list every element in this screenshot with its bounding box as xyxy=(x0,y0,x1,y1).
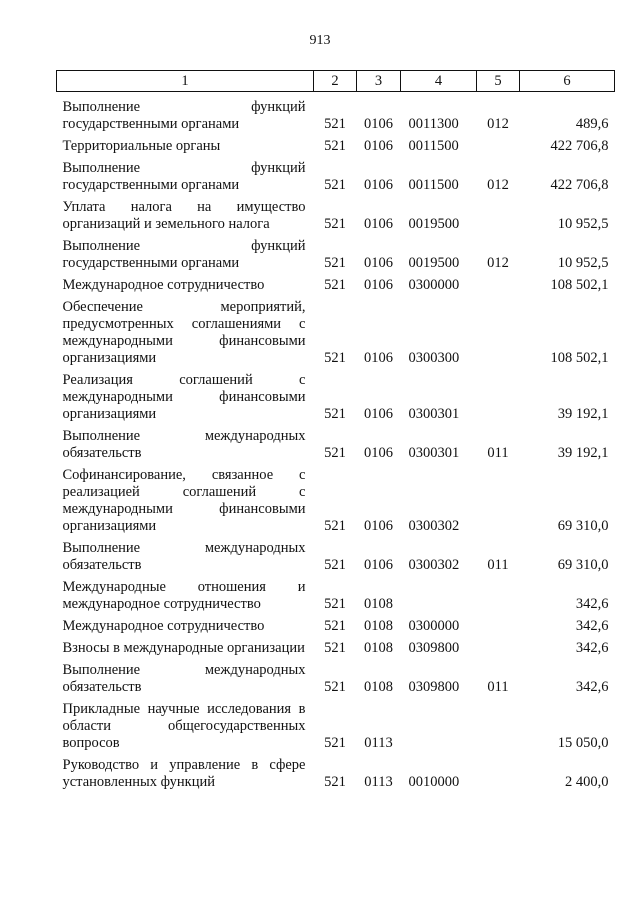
row-code-section: 0108 xyxy=(364,618,393,634)
row-code-target xyxy=(401,574,477,613)
row-code-ministry: 521 xyxy=(324,406,346,422)
row-amount: 2 400,0 xyxy=(565,774,609,790)
row-code-ministry: 521 xyxy=(324,735,346,751)
row-code-expense-type xyxy=(477,613,520,635)
row-name: Руководство и управление в сфере установленных функций xyxy=(62,757,306,790)
row-code-expense-type: 011 xyxy=(487,557,509,573)
row-code-expense-type xyxy=(477,367,520,423)
row-code-section: 0108 xyxy=(364,596,393,612)
row-code-expense-type xyxy=(477,696,520,752)
table-row xyxy=(57,696,615,752)
row-amount: 39 192,1 xyxy=(557,445,609,461)
row-code-ministry: 521 xyxy=(324,116,346,132)
row-amount: 342,6 xyxy=(575,618,609,634)
row-code-target: 0300300 xyxy=(408,350,460,366)
row-code-section: 0106 xyxy=(364,518,393,534)
row-name: Территориальные органы xyxy=(62,138,221,154)
row-code-target: 0300000 xyxy=(408,618,460,634)
row-name: Прикладные научные исследования в области общегосударственных вопросов xyxy=(62,701,306,751)
table-row xyxy=(57,462,615,535)
row-code-ministry: 521 xyxy=(324,255,346,271)
row-code-ministry: 521 xyxy=(324,518,346,534)
row-code-target: 0300301 xyxy=(408,445,460,461)
row-code-target: 0309800 xyxy=(408,679,460,695)
row-name: Международное сотрудничество xyxy=(62,277,265,293)
row-code-ministry: 521 xyxy=(324,177,346,193)
row-code-target: 0011500 xyxy=(408,177,459,193)
row-code-target: 0019500 xyxy=(408,255,460,271)
table-row xyxy=(57,613,615,635)
row-code-section: 0106 xyxy=(364,116,393,132)
row-name: Уплата налога на имущество организаций и земельного налога xyxy=(62,199,306,232)
row-name: Выполнение функций государственными органами xyxy=(62,238,306,271)
table-row xyxy=(57,423,615,462)
row-amount: 39 192,1 xyxy=(557,406,609,422)
row-amount: 342,6 xyxy=(575,640,609,656)
row-name: Выполнение международных обязательств xyxy=(62,428,306,461)
row-code-ministry: 521 xyxy=(324,618,346,634)
row-amount: 342,6 xyxy=(575,596,609,612)
row-amount: 489,6 xyxy=(575,116,609,132)
row-code-section: 0113 xyxy=(364,774,393,790)
row-code-expense-type xyxy=(477,574,520,613)
row-code-target: 0011300 xyxy=(408,116,459,132)
row-amount: 422 706,8 xyxy=(550,138,609,154)
row-amount: 10 952,5 xyxy=(557,216,609,232)
table-row xyxy=(57,574,615,613)
row-code-section: 0106 xyxy=(364,445,393,461)
row-amount: 108 502,1 xyxy=(550,277,609,293)
row-amount: 69 310,0 xyxy=(557,557,609,573)
row-name: Выполнение функций государственными органами xyxy=(62,160,306,193)
table-row xyxy=(57,535,615,574)
table-header-row xyxy=(57,71,615,92)
row-code-ministry: 521 xyxy=(324,557,346,573)
row-amount: 342,6 xyxy=(575,679,609,695)
row-code-section: 0106 xyxy=(364,406,393,422)
row-code-expense-type xyxy=(477,294,520,367)
table-row xyxy=(57,155,615,194)
row-code-ministry: 521 xyxy=(324,216,346,232)
header-col-4: 4 xyxy=(401,71,477,92)
row-amount: 422 706,8 xyxy=(550,177,609,193)
header-col-2: 2 xyxy=(314,71,357,92)
budget-table xyxy=(56,70,615,791)
table-row xyxy=(57,752,615,791)
row-amount: 10 952,5 xyxy=(557,255,609,271)
row-code-target: 0300000 xyxy=(408,277,460,293)
row-code-section: 0108 xyxy=(364,679,393,695)
row-code-ministry: 521 xyxy=(324,445,346,461)
header-col-5: 5 xyxy=(477,71,520,92)
row-code-target: 0300302 xyxy=(408,518,460,534)
row-code-section: 0108 xyxy=(364,640,393,656)
row-code-ministry: 521 xyxy=(324,350,346,366)
row-code-section: 0106 xyxy=(364,177,393,193)
row-code-expense-type xyxy=(477,194,520,233)
row-name: Международные отношения и международное сотрудничество xyxy=(62,579,306,612)
header-col-3: 3 xyxy=(357,71,401,92)
row-code-expense-type: 012 xyxy=(487,116,509,132)
table-row xyxy=(57,92,615,134)
row-code-ministry: 521 xyxy=(324,277,346,293)
row-code-expense-type xyxy=(477,272,520,294)
row-code-target: 0019500 xyxy=(408,216,460,232)
row-name: Выполнение функций государственными органами xyxy=(62,99,306,132)
row-name: Софинансирование, связанное с реализацией соглашений с международными финансовыми организациями xyxy=(62,467,306,534)
table-row xyxy=(57,272,615,294)
row-code-section: 0106 xyxy=(364,255,393,271)
table-row xyxy=(57,233,615,272)
table-row xyxy=(57,194,615,233)
row-code-expense-type xyxy=(477,635,520,657)
row-code-section: 0113 xyxy=(364,735,393,751)
page-number: 913 xyxy=(309,33,331,48)
row-name: Реализация соглашений с международными финансовыми организациями xyxy=(62,372,306,422)
row-code-expense-type: 011 xyxy=(487,679,509,695)
row-code-ministry: 521 xyxy=(324,679,346,695)
table-row xyxy=(57,635,615,657)
row-code-expense-type xyxy=(477,752,520,791)
row-code-ministry: 521 xyxy=(324,640,346,656)
row-code-ministry: 521 xyxy=(324,774,346,790)
row-code-target: 0300301 xyxy=(408,406,460,422)
header-col-6: 6 xyxy=(520,71,615,92)
row-amount: 15 050,0 xyxy=(557,735,609,751)
row-code-section: 0106 xyxy=(364,138,393,154)
header-col-1: 1 xyxy=(57,71,314,92)
row-code-expense-type xyxy=(477,462,520,535)
table-row xyxy=(57,657,615,696)
row-code-ministry: 521 xyxy=(324,596,346,612)
row-code-expense-type: 011 xyxy=(487,445,509,461)
row-amount: 108 502,1 xyxy=(550,350,609,366)
row-code-target: 0309800 xyxy=(408,640,460,656)
row-code-section: 0106 xyxy=(364,557,393,573)
row-code-expense-type: 012 xyxy=(487,255,509,271)
row-name: Взносы в международные организации xyxy=(62,640,305,656)
row-code-ministry: 521 xyxy=(324,138,346,154)
table-body xyxy=(57,92,615,792)
row-code-expense-type xyxy=(477,133,520,155)
row-name: Выполнение международных обязательств xyxy=(62,662,306,695)
row-code-expense-type: 012 xyxy=(487,177,509,193)
row-name: Обеспечение мероприятий, предусмотренных соглашениями с международными финансовыми организациями xyxy=(62,299,306,366)
row-code-target: 0010000 xyxy=(408,774,460,790)
table-row xyxy=(57,133,615,155)
row-code-section: 0106 xyxy=(364,350,393,366)
row-code-target: 0011500 xyxy=(408,138,459,154)
table-row xyxy=(57,294,615,367)
row-amount: 69 310,0 xyxy=(557,518,609,534)
table-row xyxy=(57,367,615,423)
row-name: Выполнение международных обязательств xyxy=(62,540,306,573)
row-code-target: 0300302 xyxy=(408,557,460,573)
row-name: Международное сотрудничество xyxy=(62,618,265,634)
row-code-target xyxy=(401,696,477,752)
row-code-section: 0106 xyxy=(364,277,393,293)
row-code-section: 0106 xyxy=(364,216,393,232)
